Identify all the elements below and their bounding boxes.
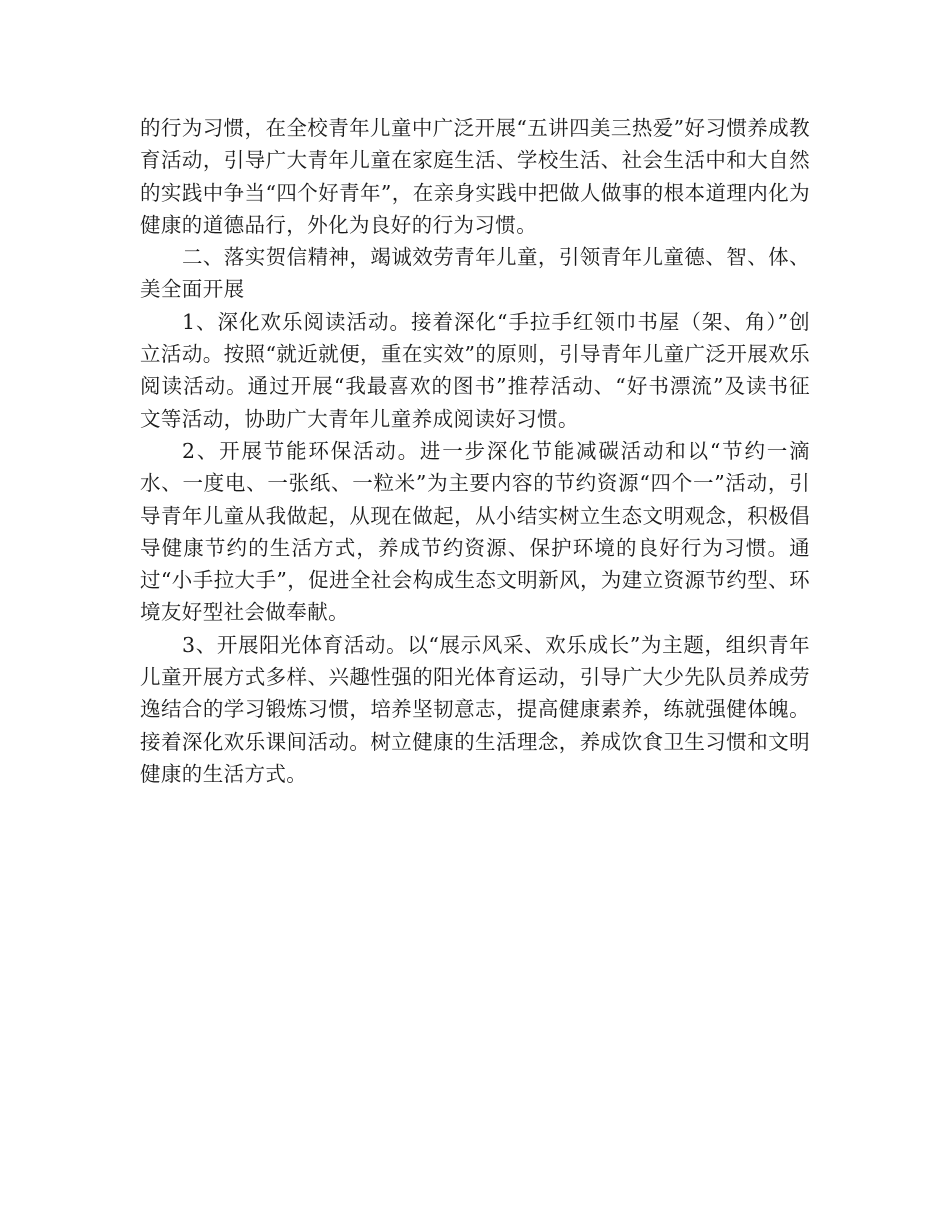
paragraph-continuation: 的行为习惯，在全校青年儿童中广泛开展“五讲四美三热爱”好习惯养成教育活动，引导广大青年儿童在家庭生活、学校生活、社会生活中和大自然的实践中争当“四个好青年”，在亲身实践中把做人做事的根本道理内化为健康的道德品行，外化为良好的行为习惯。	[140, 116, 810, 237]
paragraph-item-1: 1、深化欢乐阅读活动。接着深化“手拉手红领巾书屋（架、角）”创立活动。按照“就近就便，重在实效”的原则，引导青年儿童广泛开展欢乐阅读活动。通过开展“我最喜欢的图书”推荐活动、“好书漂流”及读书征文等活动，协助广大青年儿童养成阅读好习惯。	[140, 309, 810, 431]
document-body	[140, 112, 810, 790]
paragraph-item-2: 2、开展节能环保活动。进一步深化节能减碳活动和以“节约一滴水、一度电、一张纸、一粒米”为主要内容的节约资源“四个一”活动，引导青年儿童从我做起，从现在做起，从小结实树立生态文明观念，积极倡导健康节约的生活方式，养成节约资源、保护环境的良好行为习惯。通过“小手拉大手”，促进全社会构成生态文明新风，为建立资源节约型、环境友好型社会做奉献。	[140, 438, 810, 625]
paragraph-item-3: 3、开展阳光体育活动。以“展示风采、欢乐成长”为主题，组织青年儿童开展方式多样、兴趣性强的阳光体育运动，引导广大少先队员养成劳逸结合的学习锻炼习惯，培养坚韧意志，提高健康素养，练就强健体魄。接着深化欢乐课间活动。树立健康的生活理念，养成饮食卫生习惯和文明健康的生活方式。	[140, 632, 810, 786]
section-heading-two: 二、落实贺信精神，竭诚效劳青年儿童，引领青年儿童德、智、体、美全面开展	[140, 245, 810, 302]
